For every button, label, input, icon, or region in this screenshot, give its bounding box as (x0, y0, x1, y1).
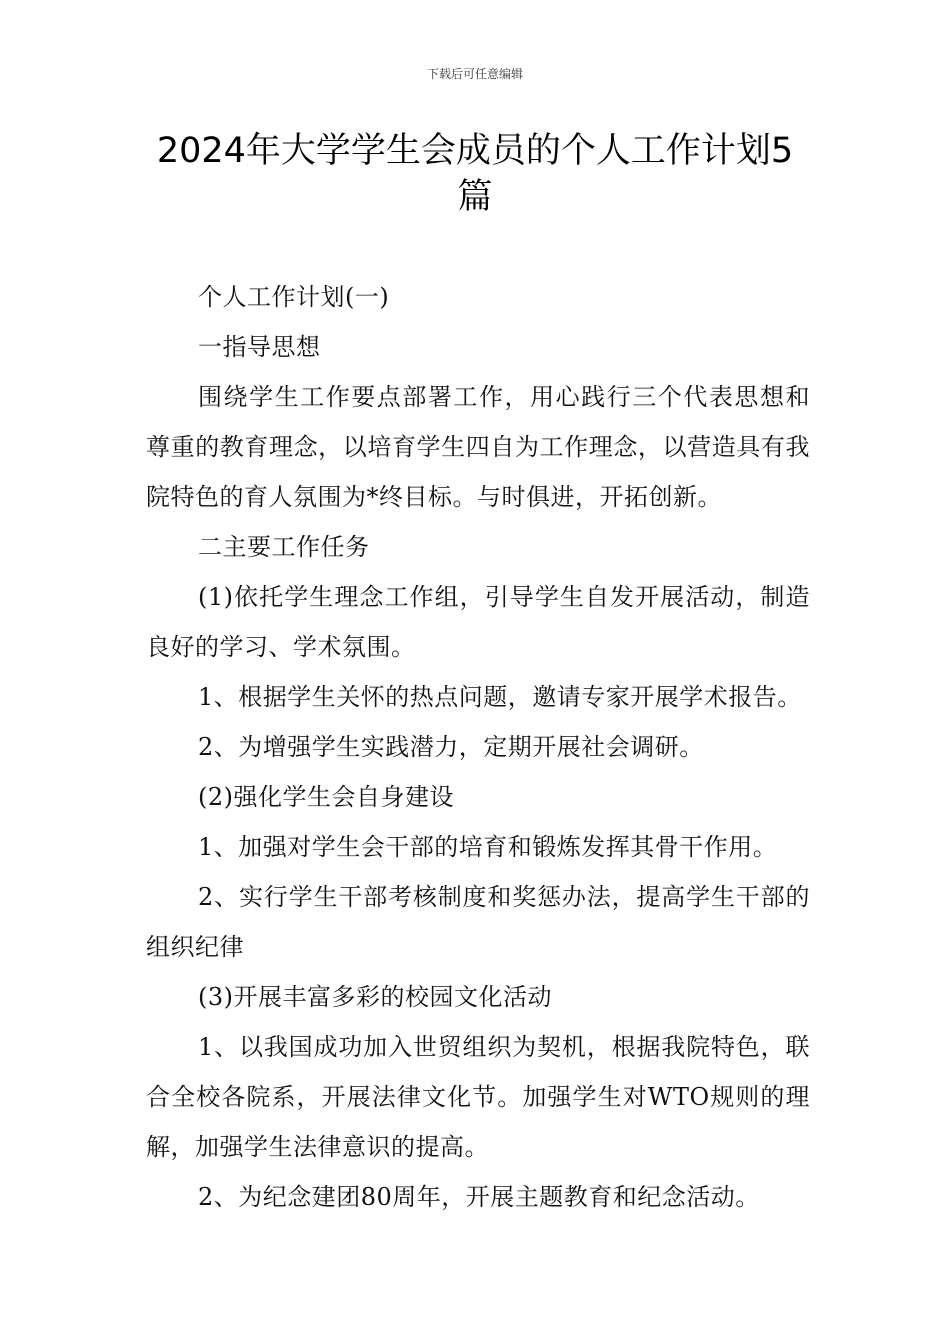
paragraph-guiding-ideology: 围绕学生工作要点部署工作，用心践行三个代表思想和尊重的教育理念，以培育学生四自为工作理念，以营造具有我院特色的育人氛围为*终目标。与时俱进，开拓创新。 (146, 383, 810, 511)
paragraph-task-2: (2)强化学生会自身建设 (198, 783, 454, 811)
section-heading-main-tasks: 二主要工作任务 (198, 533, 370, 561)
list-item-task-1-2: 2、为增强学生实践潜力，定期开展社会调研。 (198, 733, 704, 761)
list-item-task-2-2: 2、实行学生干部考核制度和奖惩办法，提高学生干部的组织纪律 (146, 883, 810, 961)
paragraph-task-1: (1)依托学生理念工作组，引导学生自发开展活动，制造良好的学习、学术氛围。 (146, 583, 810, 661)
document-title: 2024年大学学生会成员的个人工作计划5篇 (156, 131, 794, 217)
section-heading-guiding-ideology: 一指导思想 (198, 333, 321, 361)
document-body (146, 272, 810, 1222)
paragraph-task-3: (3)开展丰富多彩的校园文化活动 (198, 983, 552, 1011)
list-item-task-3-2: 2、为纪念建团80周年，开展主题教育和纪念活动。 (198, 1183, 760, 1211)
list-item-task-3-1: 1、以我国成功加入世贸组织为契机，根据我院特色，联合全校各院系，开展法律文化节。加强学生对WTO规则的理解，加强学生法律意识的提高。 (146, 1033, 810, 1161)
list-item-task-1-1: 1、根据学生关怀的热点问题，邀请专家开展学术报告。 (198, 683, 802, 711)
list-item-task-2-1: 1、加强对学生会干部的培育和锻炼发挥其骨干作用。 (198, 833, 778, 861)
header-note: 下载后可任意编辑 (426, 67, 523, 81)
section-heading-plan-one: 个人工作计划(一) (198, 283, 390, 311)
